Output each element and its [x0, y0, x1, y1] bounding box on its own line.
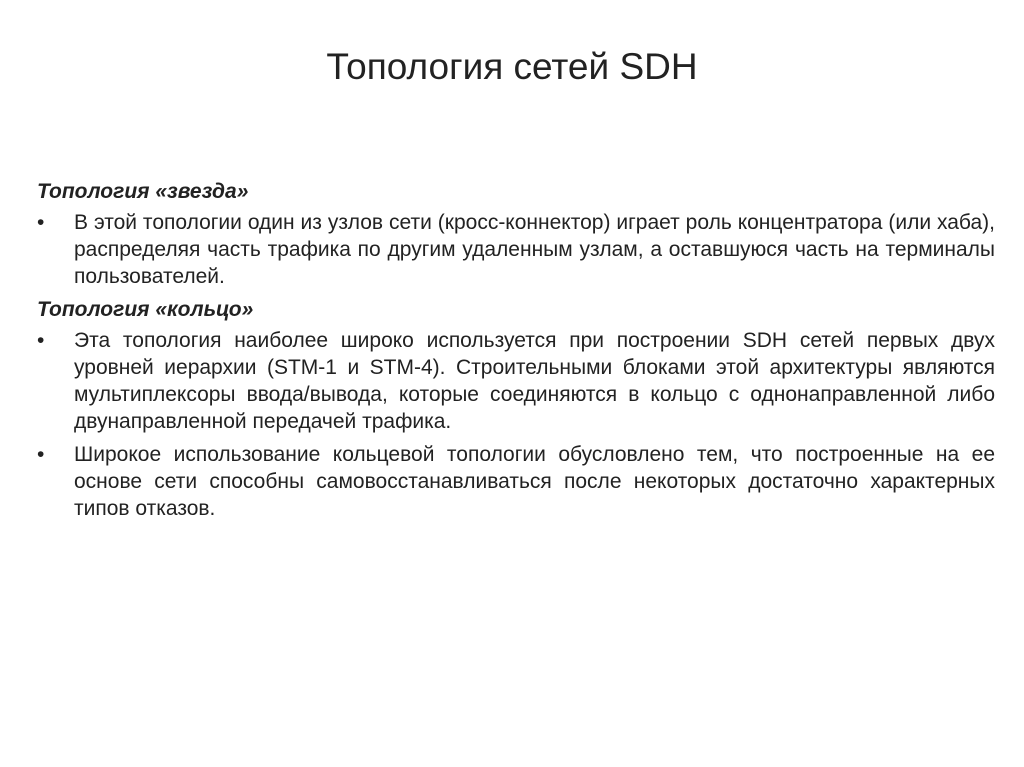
slide-title: Топология сетей SDH	[326, 46, 698, 87]
bullet-text: В этой топологии один из узлов сети (кросс-коннектор) играет роль концентратора (или хаба), распределяя часть трафика по другим удаленным узлам, а оставшуюся часть на терминалы пользователей.	[74, 211, 995, 288]
bullet-ring-usage	[37, 327, 995, 435]
bullet-marker: •	[37, 329, 45, 352]
bullet-ring-self-healing	[37, 441, 995, 522]
bullet-marker: •	[37, 211, 45, 234]
bullet-marker: •	[37, 443, 45, 466]
section-heading-star: Топология «звезда»	[37, 180, 249, 203]
bullet-text: Широкое использование кольцевой топологии обусловлено тем, что построенные на ее основе сети способны самовосстанавливаться после некоторых достаточно характерных типов отказов.	[74, 443, 995, 520]
bullet-text: Эта топология наиболее широко используется при построении SDH сетей первых двух уровней иерархии (STM-1 и STM-4). Строительными блоками этой архитектуры являются мультиплексоры ввода/вывода, которые соединяются в кольцо с однонаправленной либо двунаправленной передачей трафика.	[74, 329, 995, 433]
slide-content	[37, 178, 995, 528]
section-heading-ring: Топология «кольцо»	[37, 298, 254, 321]
bullet-star-description	[37, 209, 995, 290]
